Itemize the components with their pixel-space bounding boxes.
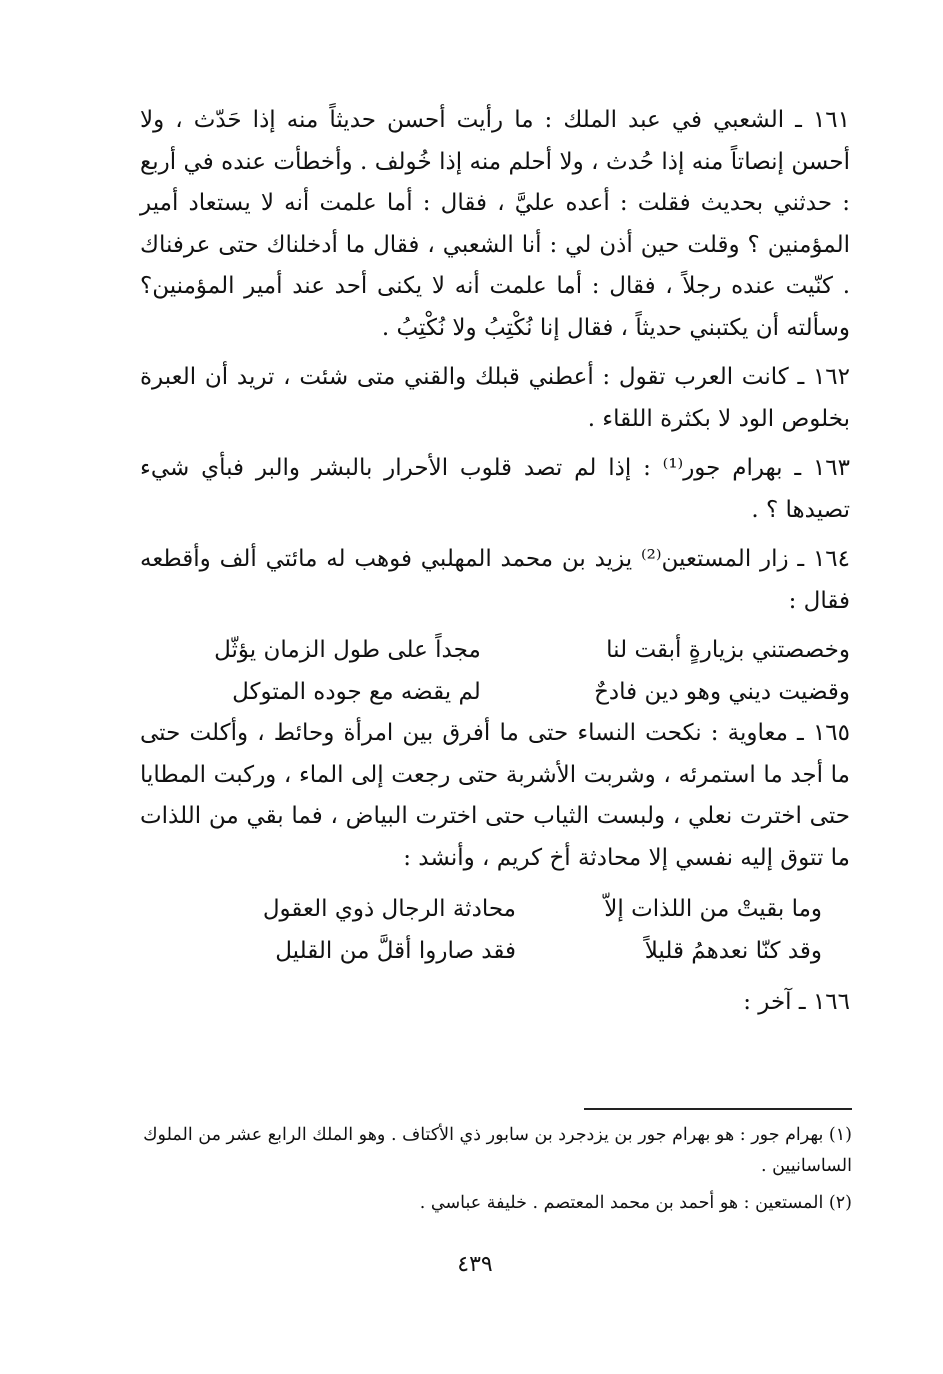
paragraph-162: ١٦٢ ـ كانت العرب تقول : أعطني قبلك والقني متى شئت ، تريد أن العبرة بخلوص الود لا بكثرة اللقاء . [140,364,850,432]
hemistich-second: فقد صاروا أقلَّ من القليل [275,937,516,964]
hemistich-second: مجداً على طول الزمان يؤثّل [214,637,481,663]
verse [140,630,850,672]
hemistich-first: وخصصتني بزيارةٍ أبقت لنا [606,637,850,663]
verse [140,672,850,714]
page-number: ٤٣٩ [457,1252,493,1277]
footnote-divider [584,1108,852,1110]
hemistich-second: لم يقضه مع جوده المتوكل [232,678,481,705]
hemistich-first: وقد كنّا نعدهمُ قليلاً [644,937,822,964]
footnote-2: (٢) المستعين : هو أحمد بن محمد المعتصم . خليفة عباسي . [419,1193,852,1213]
paragraph-163: ١٦٣ ـ بهرام جور⁽¹⁾ : إذا لم تصد قلوب الأحرار بالبشر والبر فبأي شيء تصيدها ؟ . [140,455,850,523]
hemistich-first: وقضيت ديني وهو دين فادحٌ [594,678,850,705]
hemistich-second: محادثة الرجال ذوي العقول [262,896,516,922]
paragraph-164: ١٦٤ ـ زار المستعين⁽²⁾ يزيد بن محمد المهلبي فوهب له مائتي ألف وأقطعه فقال : [140,546,851,614]
poem-muawiya [140,889,850,972]
footnotes [140,1120,852,1225]
paragraph-165: ١٦٥ ـ معاوية : نكحت النساء حتى ما أفرق بين امرأة وحائط ، وأكلت حتى ما أجد ما استمرئه ، وشربت الأشربة حتى رجعت إلى الماء ، وركبت المطايا حتى اخترت نعلي ، ولبست الثياب حتى اخترت البياض ، فما بقي من اللذات ما تتوق إليه نفسي إلا محادثة أخ كريم ، وأنشد : [140,720,850,871]
verse [140,889,850,931]
paragraph-166: ١٦٦ ـ آخر : [743,989,850,1015]
footnote-1: (١) بهرام جور : هو بهرام جور بن يزدجرد بن سابور ذي الأكتاف . وهو الملك الرابع عشر من الملوك الساسانيين . [143,1125,852,1176]
verse [140,931,850,973]
main-text [140,100,850,1024]
hemistich-first: وما بقيتْ من اللذات إلاّ [604,896,822,922]
paragraph-161: ١٦١ ـ الشعبي في عبد الملك : ما رأيت أحسن حديثاً منه إذا حَدّث ، ولا أحسن إنصاتاً منه إذا حُدث ، ولا أحلم منه إذا خُولف . وأخطأت عنده في أربع : حدثني بحديث فقلت : أعده عليَّ ، فقال : أما علمت أنه لا يستعاد أمير المؤمنين ؟ وقلت حين أذن لي : أنا الشعبي ، فقال ما أدخلناك حتى عرفناك . كنّيت عنده رجلاً ، فقال : أما علمت أنه لا يكنى أحد عند أمير المؤمنين؟ وسألته أن يكتبني حديثاً ، فقال إنا نُكْتِبُ ولا نُكْتِبُ . [140,107,850,341]
poem-mustain [140,630,850,713]
